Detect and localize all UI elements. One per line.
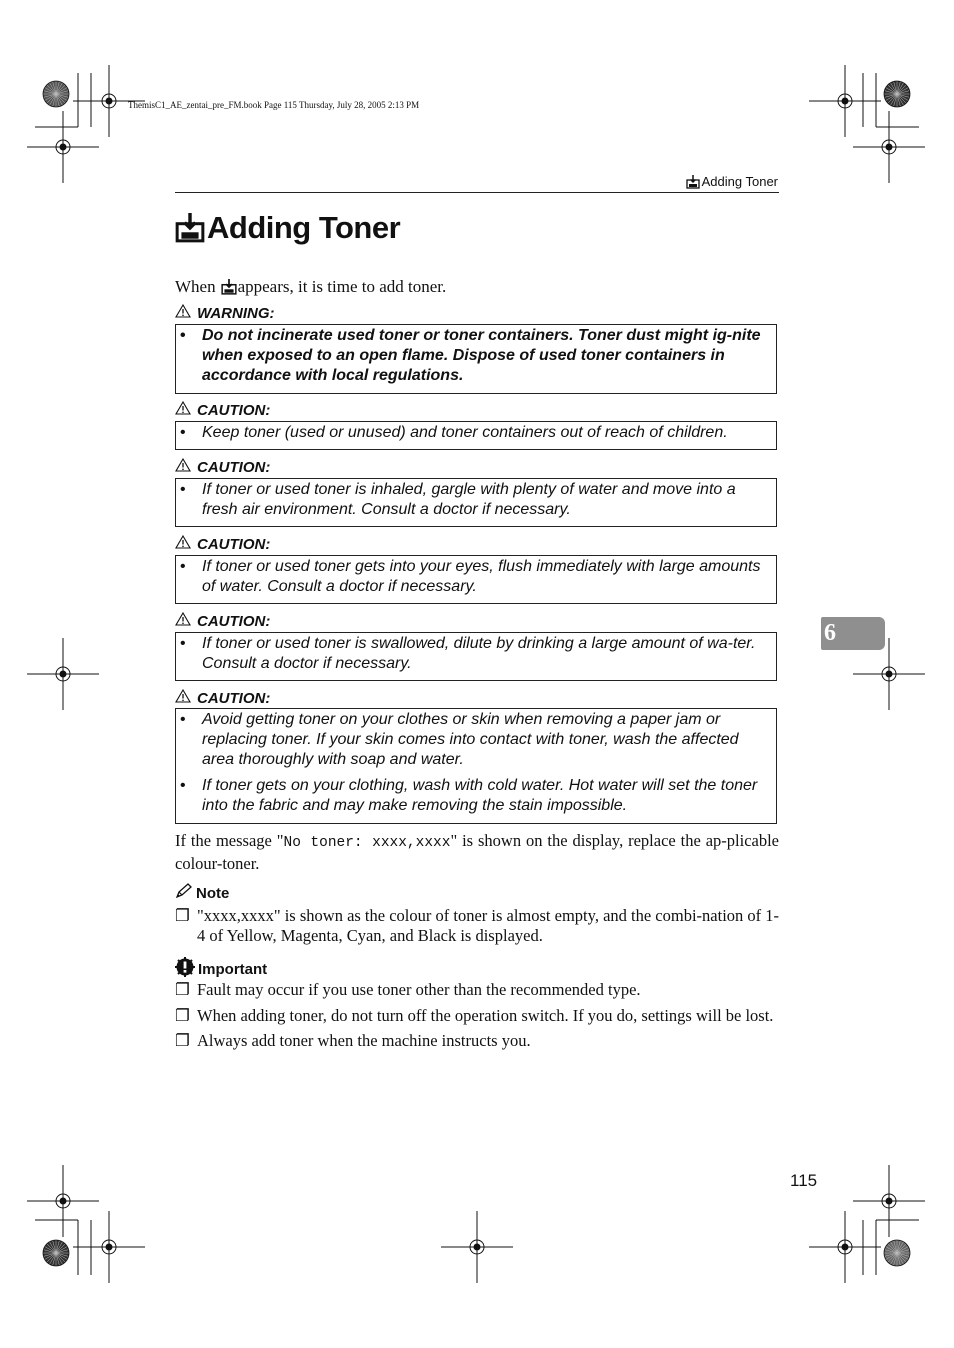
notice-item-text: Avoid getting toner on your clothes or skin when removing a paper jam or replacing toner. If your skin comes into contact with toner, wash the affected area thoroughly with soap and water.: [202, 711, 739, 768]
registration-crosshair: [441, 1211, 513, 1283]
important-label: Important: [198, 960, 268, 978]
notice-label: CAUTION:: [197, 689, 271, 707]
caution-heading: [175, 689, 270, 707]
caution-box: [175, 421, 777, 450]
note-heading: [175, 883, 229, 903]
print-info-line: ThemisC1_AE_zentai_pre_FM.book Page 115 Thursday, July 28, 2005 2:13 PM: [128, 100, 420, 110]
toner-icon: [175, 213, 205, 243]
caution-heading: [175, 401, 270, 419]
notice-label: CAUTION:: [197, 401, 271, 419]
registration-crosshair: [27, 638, 99, 710]
notice-label: CAUTION:: [197, 458, 271, 476]
bullet: •: [180, 327, 186, 344]
header-rule: [175, 192, 779, 193]
display-message-code: No toner: xxxx,xxxx: [283, 835, 451, 851]
notice-item: [176, 776, 776, 816]
color-registration-wheel: [884, 81, 910, 107]
important-item: [175, 1006, 779, 1026]
note-item: [175, 906, 779, 945]
color-registration-wheel: [43, 1240, 69, 1266]
intro-text-end: appears, it is time to add toner.: [237, 277, 447, 296]
notice-item: [176, 710, 776, 770]
notice-item-text: If toner or used toner is inhaled, gargle with plenty of water and move into a fresh air environment. Consult a doctor if necessary.: [202, 481, 736, 518]
notice-label: CAUTION:: [197, 535, 271, 553]
registration-crosshair: [853, 1165, 925, 1237]
registration-crosshair: [73, 1211, 145, 1283]
warning-box: [175, 324, 777, 394]
message-paragraph: [175, 831, 779, 873]
registration-crosshair: [809, 1211, 881, 1283]
warning-triangle-icon: [175, 612, 191, 630]
notice-label: WARNING:: [197, 304, 275, 322]
note-label: Note: [196, 884, 230, 902]
warning-triangle-icon: [175, 304, 191, 322]
bullet: •: [180, 424, 186, 441]
notice-item: [176, 326, 776, 386]
checkbox-bullet: ❐: [175, 1005, 190, 1025]
important-list: [175, 980, 779, 1051]
registration-crosshair: [27, 1165, 99, 1237]
important-item: [175, 1031, 779, 1051]
message-text-start: If the message ": [175, 831, 284, 850]
note-list: [175, 906, 779, 945]
bullet: •: [180, 635, 186, 652]
toner-icon: [686, 175, 700, 189]
notice-item: [176, 480, 776, 520]
notice-item: [176, 557, 776, 597]
intro-paragraph: [175, 277, 446, 297]
notice-item-text: Do not incinerate used toner or toner containers. Toner dust might ig-nite when exposed to an open flame. Dispose of used toner containers in accordance with local regulations.: [202, 327, 761, 384]
message-text-end: " is shown on the display, replace the ap-plicable colour-toner.: [175, 831, 780, 873]
warning-triangle-icon: [175, 401, 191, 419]
registration-crosshair: [853, 111, 925, 183]
registration-crosshair: [809, 65, 881, 137]
chapter-tab: 6: [821, 617, 885, 650]
pencil-icon: [175, 883, 193, 903]
important-item-text: When adding toner, do not turn off the operation switch. If you do, settings will be lost.: [197, 1005, 774, 1025]
notice-item: [176, 634, 776, 674]
warning-triangle-icon: [175, 535, 191, 553]
running-header-text: Adding Toner: [701, 174, 778, 189]
important-item: [175, 980, 779, 1000]
warning-triangle-icon: [175, 689, 191, 707]
warning-heading: [175, 304, 275, 322]
caution-box: [175, 478, 777, 527]
page-number: 115: [790, 1171, 818, 1190]
page-title: [175, 210, 400, 246]
checkbox-bullet: ❐: [175, 906, 190, 925]
color-registration-wheel: [884, 1240, 910, 1266]
important-item-text: Fault may occur if you use toner other than the recommended type.: [197, 980, 641, 999]
checkbox-bullet: ❐: [175, 980, 190, 999]
caution-box: [175, 708, 777, 824]
caution-box: [175, 632, 777, 681]
checkbox-bullet: ❐: [175, 1031, 190, 1050]
notice-item-text: If toner gets on your clothing, wash with cold water. Hot water will set the toner into the fabric and may make removing the stain impossible.: [202, 777, 758, 814]
toner-icon: [221, 279, 237, 295]
important-seal-icon: [175, 957, 195, 981]
important-heading: [175, 957, 267, 981]
registration-crosshair: [27, 111, 99, 183]
color-registration-wheel: [43, 81, 69, 107]
warning-triangle-icon: [175, 458, 191, 476]
caution-heading: [175, 612, 270, 630]
running-header: [686, 174, 778, 189]
notice-item-text: If toner or used toner gets into your eyes, flush immediately with large amounts of water. Consult a doctor if necessary.: [202, 558, 761, 595]
intro-text-start: When: [175, 277, 216, 296]
important-item-text: Always add toner when the machine instructs you.: [197, 1031, 531, 1050]
bullet: •: [180, 777, 186, 794]
bullet: •: [180, 481, 186, 498]
bullet: •: [180, 558, 186, 575]
notice-item-text: If toner or used toner is swallowed, dilute by drinking a large amount of wa-ter. Consult a doctor if necessary.: [202, 635, 756, 672]
bullet: •: [180, 711, 186, 728]
caution-box: [175, 555, 777, 604]
note-item-text: "xxxx,xxxx" is shown as the colour of toner is almost empty, and the combi-nation of 1-4 of Yellow, Magenta, Cyan, and Black is displayed.: [197, 906, 780, 945]
caution-heading: [175, 535, 270, 553]
notice-item-text: Keep toner (used or unused) and toner containers out of reach of children.: [202, 424, 728, 441]
page-title-text: Adding Toner: [207, 210, 401, 245]
notice-label: CAUTION:: [197, 612, 271, 630]
notice-item: [176, 423, 776, 443]
caution-heading: [175, 458, 270, 476]
